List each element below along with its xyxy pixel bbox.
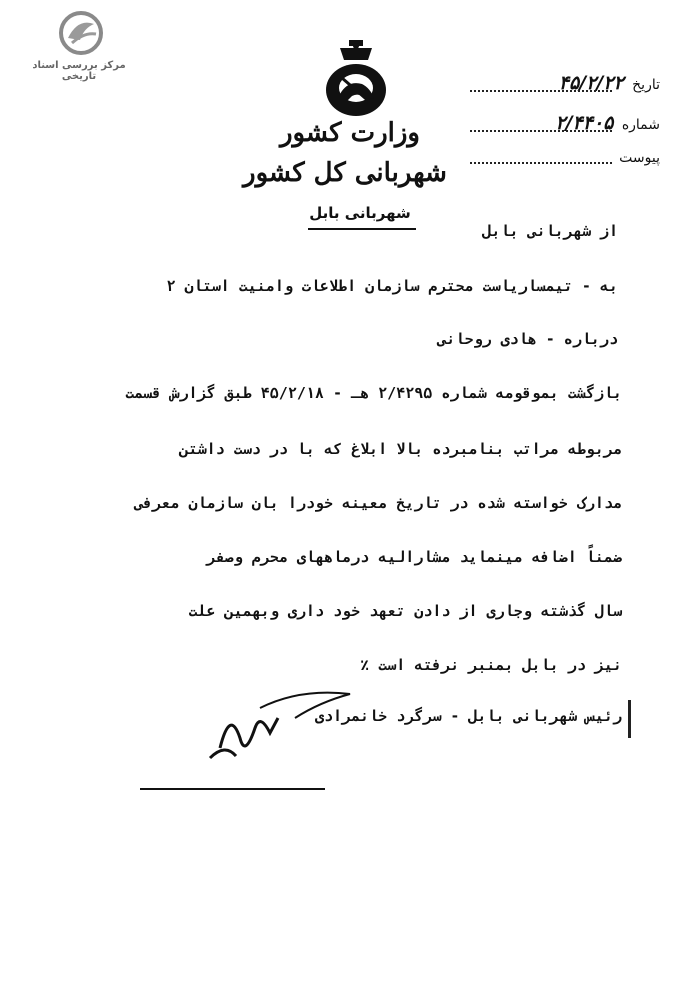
babol-police-subtitle: شهربانی بابل bbox=[309, 204, 411, 222]
bottom-rule bbox=[140, 788, 325, 790]
body-line: بازگشت بموقومه شماره ۲/۴۲۹۵ هـ - ۴۵/۲/۱۸ طبق گزارش قسمت bbox=[125, 384, 622, 402]
body-line: نیز در بابل بمنبر نرفته است ٪ bbox=[360, 656, 622, 674]
national-police-title: شهربانی کل کشور bbox=[243, 158, 447, 188]
archive-watermark bbox=[14, 10, 144, 82]
date-value: ۴۵/۲/۲۲ bbox=[558, 72, 624, 94]
handwritten-signature bbox=[200, 688, 380, 768]
attachment-label: پیوست bbox=[619, 150, 660, 166]
attachment-field bbox=[470, 150, 660, 166]
number-value: ۲/۴۴۰۵ bbox=[555, 112, 614, 134]
lion-and-sun-emblem-icon bbox=[318, 38, 394, 122]
number-dotted-line bbox=[470, 130, 612, 132]
number-label: شماره bbox=[621, 117, 660, 133]
body-line: سال گذشته وجاری از دادن تعهد خود داری وبهمین علت bbox=[188, 602, 622, 620]
date-field bbox=[470, 72, 660, 94]
archive-logo-icon bbox=[58, 10, 104, 56]
subtitle-underline bbox=[308, 228, 416, 230]
number-field bbox=[470, 112, 660, 134]
watermark-text: مرکز بررسی اسناد تاریخی bbox=[32, 60, 126, 82]
margin-mark bbox=[628, 700, 631, 738]
body-line: مدارک خواسته شده در تاریخ معینه خودرا بان سازمان معرفی bbox=[134, 494, 622, 512]
ministry-title: وزارت کشور bbox=[280, 118, 420, 148]
date-dotted-line bbox=[470, 90, 612, 92]
body-line: ضمناً اضافه مینماید مشارالیه درماههای محرم وصفر bbox=[206, 548, 622, 566]
attachment-dotted-line bbox=[470, 162, 612, 164]
signature-line: رئیس شهربانی بابل - سرگرد خانمرادی bbox=[314, 707, 622, 725]
letter-from: از شهربانی بابل bbox=[482, 222, 618, 240]
letter-to: به - تیمساریاست محترم سازمان اطلاعات وامنیت استان ۲ bbox=[166, 277, 618, 295]
date-label: تاریخ bbox=[632, 77, 660, 93]
body-line: مربوطه مراتب بنامبرده بالا ابلاغ که با در دست داشتن bbox=[179, 440, 622, 458]
letter-subject: درباره - هادی روحانی bbox=[437, 330, 618, 348]
